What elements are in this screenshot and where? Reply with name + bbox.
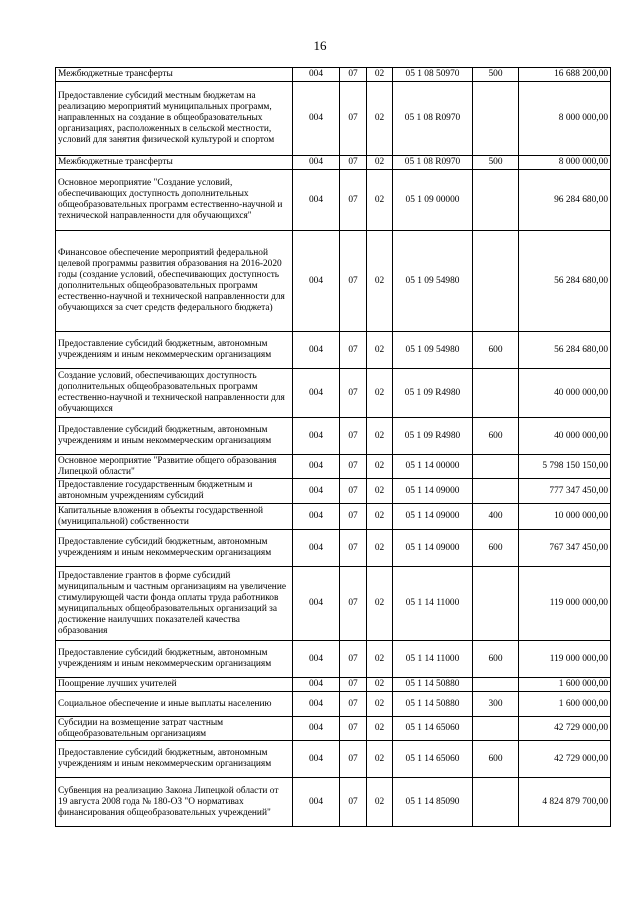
row-subsection-code: 02 <box>367 717 393 741</box>
row-name: Социальное обеспечение и иные выплаты населению <box>56 692 293 717</box>
row-amount: 10 000 000,00 <box>519 504 611 530</box>
row-target-code: 05 1 14 09000 <box>393 504 473 530</box>
row-section-code: 07 <box>340 741 367 778</box>
row-subsection-code: 02 <box>367 778 393 827</box>
row-subsection-code: 02 <box>367 231 393 332</box>
table-row <box>56 231 611 332</box>
table-row <box>56 641 611 678</box>
table-row <box>56 369 611 418</box>
table-row <box>56 68 611 82</box>
table-row <box>56 530 611 567</box>
budget-table-body <box>56 68 611 827</box>
row-ministry-code: 004 <box>293 82 340 156</box>
table-row <box>56 678 611 692</box>
row-expense-type: 500 <box>473 68 519 82</box>
row-target-code: 05 1 08 50970 <box>393 68 473 82</box>
table-row <box>56 82 611 156</box>
row-target-code: 05 1 14 65060 <box>393 741 473 778</box>
row-expense-type: 600 <box>473 741 519 778</box>
row-expense-type <box>473 479 519 504</box>
row-ministry-code: 004 <box>293 68 340 82</box>
row-ministry-code: 004 <box>293 530 340 567</box>
row-amount: 767 347 450,00 <box>519 530 611 567</box>
row-section-code: 07 <box>340 530 367 567</box>
row-amount: 777 347 450,00 <box>519 479 611 504</box>
row-name: Предоставление государственным бюджетным и автономным учреждениям субсидий <box>56 479 293 504</box>
row-expense-type <box>473 170 519 231</box>
row-ministry-code: 004 <box>293 418 340 455</box>
row-section-code: 07 <box>340 778 367 827</box>
row-name: Предоставление грантов в форме субсидий муниципальным и частным организациям на увеличение стимулирующей части фонда оплаты труда работников муниципальных общеобразовательных организаций за достижение наилучших показателей качества образования <box>56 567 293 641</box>
row-subsection-code: 02 <box>367 82 393 156</box>
row-amount: 119 000 000,00 <box>519 641 611 678</box>
row-expense-type <box>473 82 519 156</box>
row-amount: 8 000 000,00 <box>519 82 611 156</box>
row-expense-type <box>473 778 519 827</box>
row-ministry-code: 004 <box>293 741 340 778</box>
row-ministry-code: 004 <box>293 231 340 332</box>
row-expense-type: 500 <box>473 156 519 170</box>
row-target-code: 05 1 14 09000 <box>393 530 473 567</box>
row-ministry-code: 004 <box>293 170 340 231</box>
row-subsection-code: 02 <box>367 641 393 678</box>
row-expense-type <box>473 717 519 741</box>
row-subsection-code: 02 <box>367 170 393 231</box>
row-amount: 4 824 879 700,00 <box>519 778 611 827</box>
row-section-code: 07 <box>340 68 367 82</box>
row-name: Субвенция на реализацию Закона Липецкой области от 19 августа 2008 года № 180-ОЗ "О нормативах финансирования общеобразовательных учреждений" <box>56 778 293 827</box>
row-ministry-code: 004 <box>293 369 340 418</box>
row-subsection-code: 02 <box>367 530 393 567</box>
row-subsection-code: 02 <box>367 567 393 641</box>
row-name: Межбюджетные трансферты <box>56 156 293 170</box>
row-amount: 40 000 000,00 <box>519 418 611 455</box>
row-section-code: 07 <box>340 82 367 156</box>
row-target-code: 05 1 14 50880 <box>393 678 473 692</box>
row-name: Предоставление субсидий бюджетным, автономным учреждениям и иным некоммерческим организациям <box>56 741 293 778</box>
row-section-code: 07 <box>340 479 367 504</box>
page-number: 16 <box>313 38 327 53</box>
row-subsection-code: 02 <box>367 678 393 692</box>
row-target-code: 05 1 14 50880 <box>393 692 473 717</box>
row-ministry-code: 004 <box>293 504 340 530</box>
row-name: Предоставление субсидий бюджетным, автономным учреждениям и иным некоммерческим организациям <box>56 641 293 678</box>
budget-table <box>55 67 611 827</box>
row-section-code: 07 <box>340 170 367 231</box>
row-target-code: 05 1 14 00000 <box>393 455 473 479</box>
row-section-code: 07 <box>340 678 367 692</box>
row-subsection-code: 02 <box>367 332 393 369</box>
row-expense-type: 600 <box>473 641 519 678</box>
row-ministry-code: 004 <box>293 778 340 827</box>
row-target-code: 05 1 09 00000 <box>393 170 473 231</box>
row-target-code: 05 1 14 65060 <box>393 717 473 741</box>
row-name: Предоставление субсидий местным бюджетам на реализацию мероприятий муниципальных программ, направленных на создание в общеобразовательных организациях, расположенных в сельской местности, условий для занятия физической культурой и спортом <box>56 82 293 156</box>
row-section-code: 07 <box>340 455 367 479</box>
table-row <box>56 717 611 741</box>
row-section-code: 07 <box>340 156 367 170</box>
row-name: Поощрение лучших учителей <box>56 678 293 692</box>
row-target-code: 05 1 09 54980 <box>393 332 473 369</box>
row-expense-type <box>473 567 519 641</box>
row-subsection-code: 02 <box>367 369 393 418</box>
row-ministry-code: 004 <box>293 692 340 717</box>
row-section-code: 07 <box>340 231 367 332</box>
row-name: Основное мероприятие "Создание условий, обеспечивающих доступность дополнительных общеобразовательных программ естественно-научной и технической направленности для обучающихся" <box>56 170 293 231</box>
row-amount: 40 000 000,00 <box>519 369 611 418</box>
row-amount: 96 284 680,00 <box>519 170 611 231</box>
row-subsection-code: 02 <box>367 692 393 717</box>
row-target-code: 05 1 14 09000 <box>393 479 473 504</box>
table-row <box>56 741 611 778</box>
row-expense-type: 600 <box>473 332 519 369</box>
row-subsection-code: 02 <box>367 741 393 778</box>
table-row <box>56 778 611 827</box>
row-ministry-code: 004 <box>293 479 340 504</box>
row-subsection-code: 02 <box>367 156 393 170</box>
row-section-code: 07 <box>340 641 367 678</box>
row-name: Финансовое обеспечение мероприятий федеральной целевой программы развития образования на 2016-2020 годы (создание условий, обеспечивающих доступность дополнительных общеобразовательных программ естественно-научной и технической направленности для обучающихся за счет средств федерального бюджета) <box>56 231 293 332</box>
row-amount: 42 729 000,00 <box>519 717 611 741</box>
row-name: Межбюджетные трансферты <box>56 68 293 82</box>
row-amount: 8 000 000,00 <box>519 156 611 170</box>
row-amount: 16 688 200,00 <box>519 68 611 82</box>
row-section-code: 07 <box>340 717 367 741</box>
row-ministry-code: 004 <box>293 332 340 369</box>
row-target-code: 05 1 08 R0970 <box>393 82 473 156</box>
row-expense-type <box>473 678 519 692</box>
row-subsection-code: 02 <box>367 504 393 530</box>
row-target-code: 05 1 09 54980 <box>393 231 473 332</box>
row-ministry-code: 004 <box>293 641 340 678</box>
row-name: Создание условий, обеспечивающих доступность дополнительных общеобразовательных программ естественно-научной и технической направленности для обучающихся <box>56 369 293 418</box>
row-target-code: 05 1 09 R4980 <box>393 369 473 418</box>
row-name: Предоставление субсидий бюджетным, автономным учреждениям и иным некоммерческим организациям <box>56 418 293 455</box>
row-name: Предоставление субсидий бюджетным, автономным учреждениям и иным некоммерческим организациям <box>56 530 293 567</box>
row-section-code: 07 <box>340 369 367 418</box>
row-target-code: 05 1 08 R0970 <box>393 156 473 170</box>
row-target-code: 05 1 14 85090 <box>393 778 473 827</box>
row-target-code: 05 1 14 11000 <box>393 641 473 678</box>
row-subsection-code: 02 <box>367 479 393 504</box>
table-row <box>56 692 611 717</box>
row-amount: 56 284 680,00 <box>519 231 611 332</box>
row-ministry-code: 004 <box>293 455 340 479</box>
row-expense-type: 600 <box>473 418 519 455</box>
table-row <box>56 504 611 530</box>
table-row <box>56 170 611 231</box>
row-expense-type: 300 <box>473 692 519 717</box>
row-expense-type <box>473 369 519 418</box>
row-name: Основное мероприятие "Развитие общего образования Липецкой области" <box>56 455 293 479</box>
row-section-code: 07 <box>340 692 367 717</box>
row-section-code: 07 <box>340 332 367 369</box>
row-name: Субсидии на возмещение затрат частным общеобразовательным организациям <box>56 717 293 741</box>
table-row <box>56 567 611 641</box>
row-expense-type: 600 <box>473 530 519 567</box>
row-name: Капитальные вложения в объекты государственной (муниципальной) собственности <box>56 504 293 530</box>
row-amount: 1 600 000,00 <box>519 692 611 717</box>
row-section-code: 07 <box>340 418 367 455</box>
row-amount: 42 729 000,00 <box>519 741 611 778</box>
table-row <box>56 332 611 369</box>
table-row <box>56 418 611 455</box>
row-section-code: 07 <box>340 504 367 530</box>
row-amount: 1 600 000,00 <box>519 678 611 692</box>
row-target-code: 05 1 14 11000 <box>393 567 473 641</box>
table-row <box>56 455 611 479</box>
row-target-code: 05 1 09 R4980 <box>393 418 473 455</box>
row-name: Предоставление субсидий бюджетным, автономным учреждениям и иным некоммерческим организациям <box>56 332 293 369</box>
row-subsection-code: 02 <box>367 455 393 479</box>
row-amount: 56 284 680,00 <box>519 332 611 369</box>
row-subsection-code: 02 <box>367 418 393 455</box>
row-amount: 119 000 000,00 <box>519 567 611 641</box>
row-ministry-code: 004 <box>293 567 340 641</box>
row-expense-type: 400 <box>473 504 519 530</box>
row-ministry-code: 004 <box>293 156 340 170</box>
row-expense-type <box>473 455 519 479</box>
row-ministry-code: 004 <box>293 717 340 741</box>
row-section-code: 07 <box>340 567 367 641</box>
row-amount: 5 798 150 150,00 <box>519 455 611 479</box>
row-subsection-code: 02 <box>367 68 393 82</box>
row-expense-type <box>473 231 519 332</box>
table-row <box>56 479 611 504</box>
table-row <box>56 156 611 170</box>
row-ministry-code: 004 <box>293 678 340 692</box>
